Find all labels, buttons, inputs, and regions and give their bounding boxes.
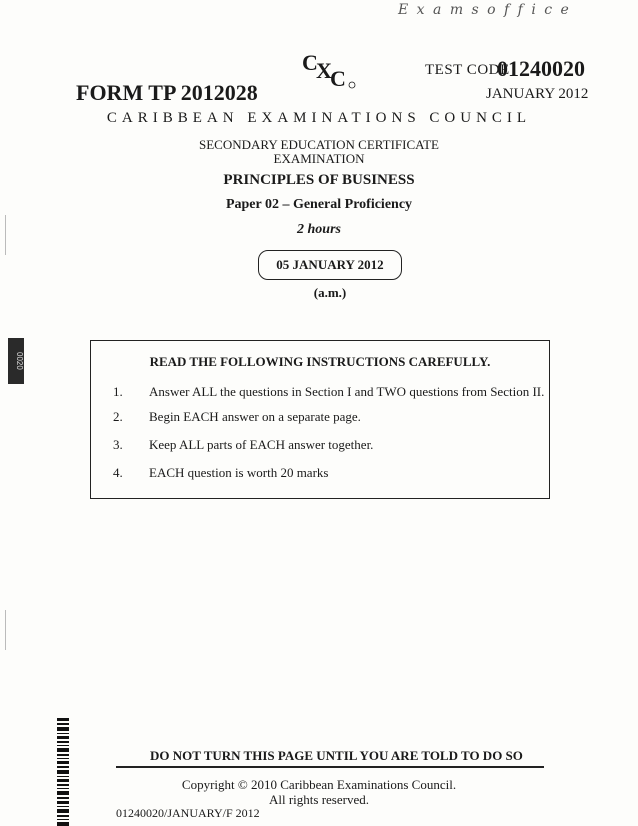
instruction-text: Begin EACH answer on a separate page.: [149, 409, 361, 424]
rights-text: All rights reserved.: [268, 792, 369, 807]
form-tp-number: FORM TP 2012028: [76, 80, 258, 105]
barcode: [57, 718, 69, 826]
svg-text:C: C: [330, 66, 346, 90]
exam-duration: 2 hours: [297, 222, 341, 237]
paper-title: Paper 02 – General Proficiency: [225, 197, 413, 212]
council-name: CARIBBEAN EXAMINATIONS COUNCIL: [106, 110, 532, 126]
test-code-label: TEST CODE: [425, 62, 510, 78]
exam-date-box: 05 JANUARY 2012 (a.m.): [258, 250, 402, 280]
instruction-number: 4.: [113, 465, 123, 480]
copyright-text: Copyright © 2010 Caribbean Examinations Council.: [181, 777, 457, 792]
side-tab: 0020: [8, 338, 24, 384]
instructions-title: READ THE FOLLOWING INSTRUCTIONS CAREFULLY.: [149, 354, 491, 369]
certificate-line-2: EXAMINATION: [273, 151, 365, 166]
instruction-number: 2.: [113, 409, 123, 424]
handwritten-annotation: E x a m s o f f i c e: [398, 2, 571, 18]
do-not-turn-warning: DO NOT TURN THIS PAGE UNTIL YOU ARE TOLD TO DO SO: [150, 748, 523, 763]
instructions-box: [90, 340, 550, 499]
subject-title: PRINCIPLES OF BUSINESS: [223, 172, 415, 188]
instruction-text: EACH question is worth 20 marks: [149, 465, 329, 480]
margin-mark-top: [5, 215, 6, 255]
instruction-number: 3.: [113, 437, 123, 452]
instruction-number: 1.: [113, 384, 123, 399]
footer-code: 01240020/JANUARY/F 2012: [116, 806, 260, 820]
margin-mark-bottom: [5, 610, 6, 650]
instruction-text: Answer ALL the questions in Section I and TWO questions from Section II.: [149, 384, 545, 399]
svg-text:X: X: [316, 58, 332, 83]
test-code-value: 01240020: [497, 56, 585, 81]
instruction-text: Keep ALL parts of EACH answer together.: [149, 437, 374, 452]
exam-month: JANUARY 2012: [486, 86, 589, 102]
footer-divider: [116, 766, 544, 768]
cxc-logo: [300, 48, 356, 90]
svg-text:C: C: [302, 50, 318, 75]
certificate-line-1: SECONDARY EDUCATION CERTIFICATE: [199, 137, 439, 152]
